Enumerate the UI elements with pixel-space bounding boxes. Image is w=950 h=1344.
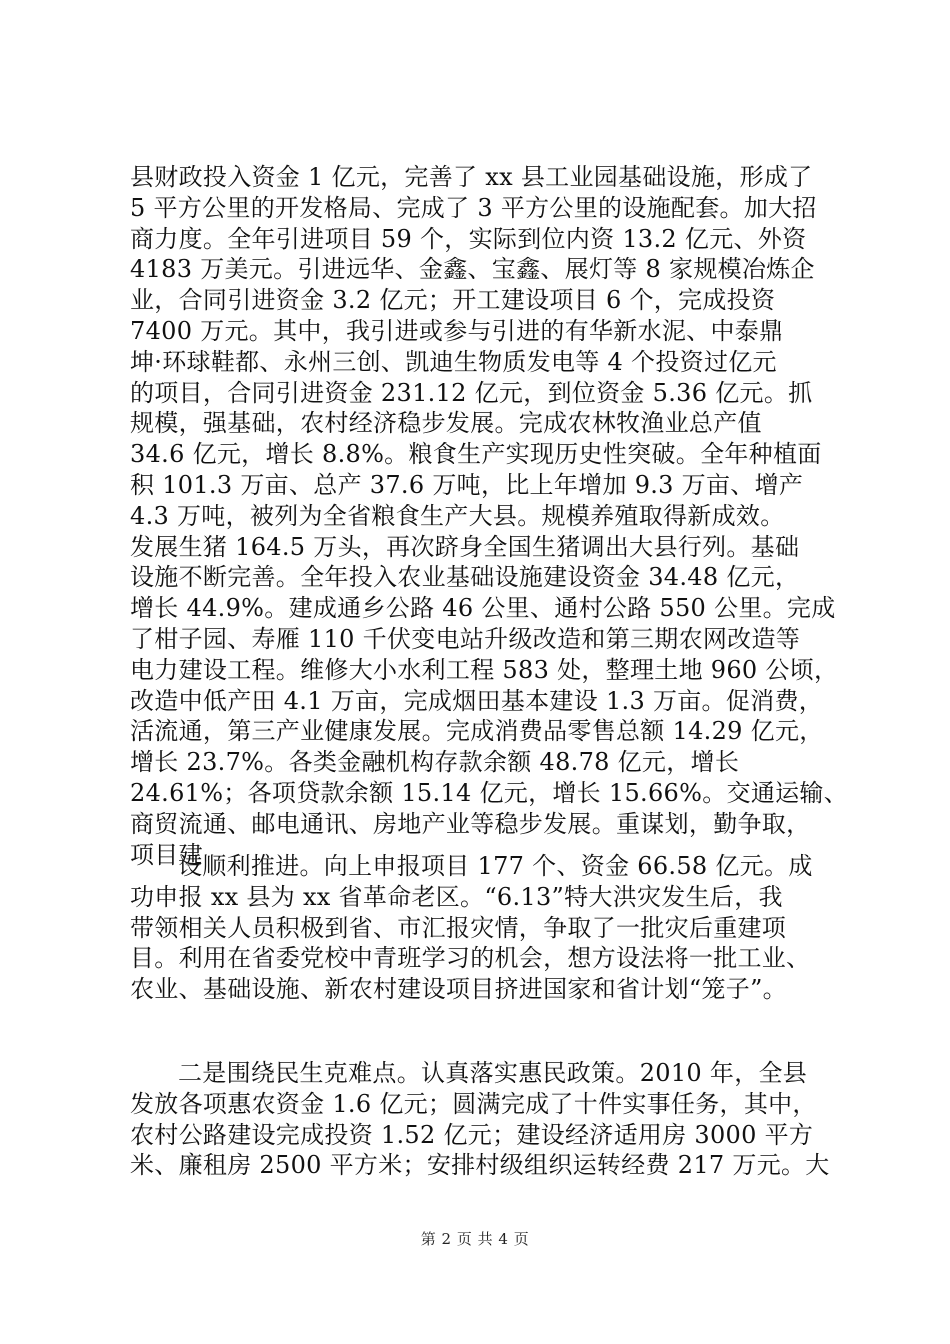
paragraph-line: 7400 万元。其中，我引进或参与引进的有华新水泥、中泰鼎 <box>130 316 784 345</box>
paragraph-line: 4183 万美元。引进远华、金鑫、宝鑫、展灯等 8 家规模冶炼企 <box>130 255 815 284</box>
paragraph-line: 活流通，第三产业健康发展。完成消费品零售总额 14.29 亿元， <box>130 717 824 746</box>
paragraph-line: 增长 44.9%。建成通乡公路 46 公里、通村公路 550 公里。完成 <box>130 594 836 623</box>
paragraph-line: 发放各项惠农资金 1.6 亿元；圆满完成了十件实事任务，其中， <box>130 1089 817 1118</box>
paragraph-line: 带领相关人员积极到省、市汇报灾情，争取了一批灾后重建项 <box>130 913 787 942</box>
paragraph-line: 规模，强基础，农村经济稳步发展。完成农林牧渔业总产值 <box>130 409 762 438</box>
paragraph-line: 商贸流通、邮电通讯、房地产业等稳步发展。重谋划，勤争取， <box>130 809 811 838</box>
paragraph-line: 设施不断完善。全年投入农业基础设施建设资金 34.48 亿元， <box>130 563 800 592</box>
paragraph-line: 二是围绕民生克难点。认真落实惠民政策。2010 年，全县 <box>178 1059 808 1087</box>
paragraph-line: 目。利用在省委党校中青班学习的机会，想方设法将一批工业、 <box>130 944 811 973</box>
paragraph-line: 米、廉租房 2500 平方米；安排村级组织运转经费 217 万元。大 <box>130 1151 830 1180</box>
paragraph-line: 功申报 xx 县为 xx 省革命老区。“6.13”特大洪灾发生后，我 <box>130 882 783 911</box>
paragraph-line: 农业、基础设施、新农村建设项目挤进国家和省计划“笼子”。 <box>130 975 787 1004</box>
paragraph-line: 农村公路建设完成投资 1.52 亿元；建设经济适用房 3000 平方 <box>130 1120 814 1149</box>
paragraph-line: 增长 23.7%。各类金融机构存款余额 48.78 亿元，增长 <box>130 748 740 777</box>
paragraph-line: 34.6 亿元，增长 8.8%。粮食生产实现历史性突破。全年种植面 <box>130 440 822 469</box>
paragraph-line: 坤·环球鞋都、永州三创、凯迪生物质发电等 4 个投资过亿元 <box>130 347 777 376</box>
paragraph-line: 商力度。全年引进项目 59 个，实际到位内资 13.2 亿元、外资 <box>130 224 807 253</box>
paragraph-line: 的项目，合同引进资金 231.12 亿元，到位资金 5.36 亿元。抓 <box>130 378 813 407</box>
paragraph-2 <box>130 851 830 1005</box>
paragraph-line: 改造中低产田 4.1 万亩，完成烟田基本建设 1.3 万亩。促消费， <box>130 686 824 715</box>
paragraph-line: 业，合同引进资金 3.2 亿元；开工建设项目 6 个，完成投资 <box>130 286 776 315</box>
paragraph-line: 设顺利推进。向上申报项目 177 个、资金 66.58 亿元。成 <box>178 852 813 880</box>
page-footer: 第 2 页 共 4 页 <box>420 1230 530 1248</box>
paragraph-line: 积 101.3 万亩、总产 37.6 万吨，比上年增加 9.3 万亩、增产 <box>130 470 804 499</box>
paragraph-line: 5 平方公里的开发格局、完成了 3 平方公里的设施配套。加大招 <box>130 193 817 222</box>
paragraph-line: 电力建设工程。维修大小水利工程 583 处，整理土地 960 公顷， <box>130 655 839 684</box>
paragraph-line: 项目建 <box>130 840 203 869</box>
paragraph-line: 了柑子园、寿雁 110 千伏变电站升级改造和第三期农网改造等 <box>130 624 801 653</box>
paragraph-line: 24.61%；各项贷款余额 15.14 亿元，增长 15.66%。交通运输、 <box>130 778 849 807</box>
paragraph-line: 县财政投入资金 1 亿元，完善了 xx 县工业园基础设施，形成了 <box>130 163 813 191</box>
paragraph-line: 发展生猪 164.5 万头，再次跻身全国生猪调出大县行列。基础 <box>130 532 800 561</box>
paragraph-line: 4.3 万吨，被列为全省粮食生产大县。规模养殖取得新成效。 <box>130 501 785 530</box>
paragraph-1 <box>130 162 849 870</box>
paragraph-3 <box>130 1058 830 1181</box>
